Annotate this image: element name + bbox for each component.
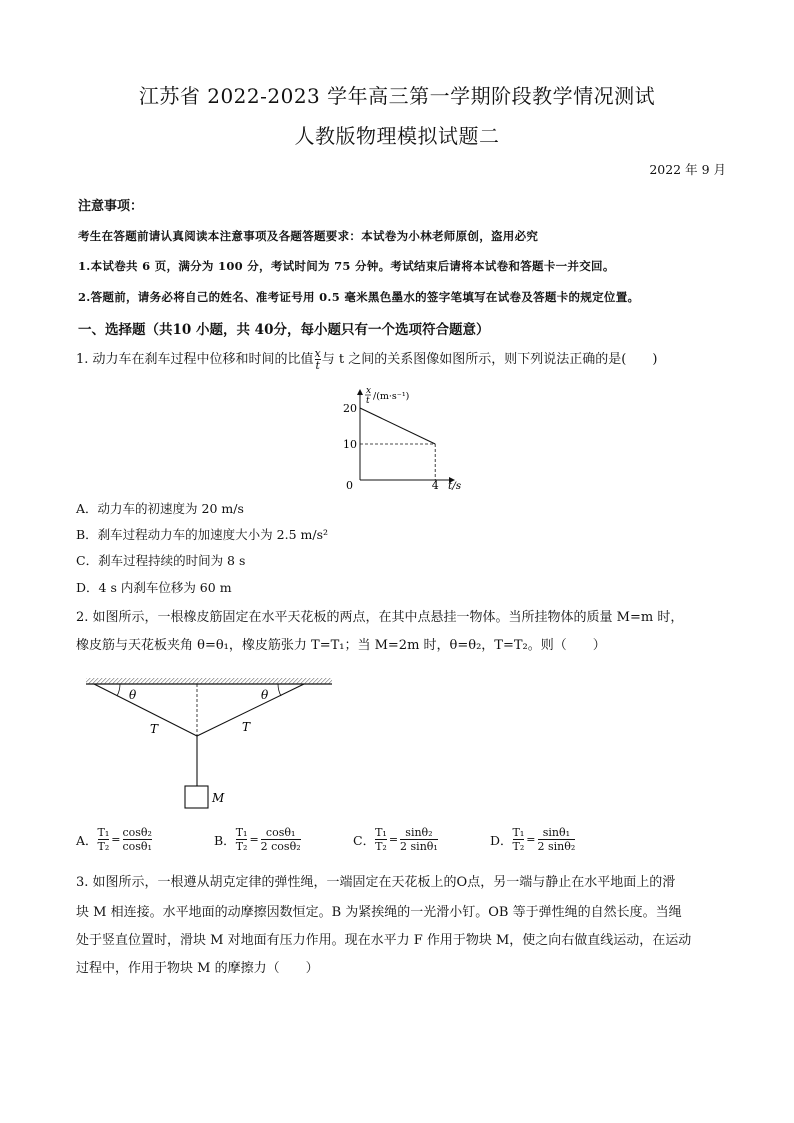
right-tension-label: T bbox=[242, 720, 251, 734]
mass-block bbox=[185, 786, 208, 808]
lhs-num: T₁ bbox=[97, 826, 110, 839]
q1-stem-after: 与 t 之间的关系图像如图所示，则下列说法正确的是( ) bbox=[321, 352, 658, 367]
q2-figure bbox=[82, 674, 334, 814]
note-item: 考生在答题前请认真阅读本注意事项及各题答题要求：本试卷为小林老师原创，盗用必究 bbox=[78, 229, 539, 243]
rhs-den: 2 cosθ₂ bbox=[260, 840, 301, 853]
rhs-num: sinθ₁ bbox=[542, 826, 571, 839]
rhs-den: 2 sinθ₁ bbox=[400, 840, 438, 853]
lhs-den: T₂ bbox=[97, 840, 110, 853]
q2-option-d: D． $\frac{\text{T₁}}{\text{T₂}}$ = $\frac{\text{sinθ₁}}{\text{2 sinθ₂}}$ bbox=[490, 826, 576, 853]
rhs-num: cosθ₂ bbox=[122, 826, 152, 839]
q2-option-c: C． $\frac{\text{T₁}}{\text{T₂}}$ = $\frac{\text{sinθ₂}}{\text{2 sinθ₁}}$ bbox=[353, 826, 438, 853]
q2-option-a: A． $\frac{\text{T₁}}{\text{T₂}}$ = $\frac{\text{cosθ₂}}{\text{cosθ₁}}$ bbox=[76, 826, 152, 853]
lhs-num: T₁ bbox=[235, 826, 248, 839]
rhs-num: cosθ₁ bbox=[265, 826, 296, 839]
mass-label: M bbox=[212, 791, 225, 805]
left-rubber-band bbox=[94, 684, 197, 736]
left-tension-label: T bbox=[150, 722, 159, 736]
y-tick-label: 20 bbox=[343, 402, 357, 415]
exam-date: 2022 年 9 月 bbox=[649, 162, 726, 177]
question-3-line3: 处于竖直位置时，滑块 M 对地面有压力作用。现在水平力 F 作用于物块 M，使之向右做直线运动，在运动 bbox=[76, 933, 692, 948]
rhs-den: 2 sinθ₂ bbox=[537, 840, 576, 853]
question-2-line1: 2. 如图所示，一根橡皮筋固定在水平天花板的两点，在其中点悬挂一物体。当所挂物体的质量 M=m 时， bbox=[76, 610, 684, 625]
origin-label: 0 bbox=[346, 479, 353, 492]
lhs-num: T₁ bbox=[512, 826, 525, 839]
notes-heading: 注意事项： bbox=[78, 199, 144, 214]
right-theta-label: θ bbox=[261, 688, 269, 702]
y-axis-label-unit: /(m·s⁻¹) bbox=[373, 391, 410, 402]
data-line bbox=[360, 408, 435, 444]
option-letter: D． bbox=[490, 832, 513, 848]
q2-option-b: B． $\frac{\text{T₁}}{\text{T₂}}$ = $\frac{\text{cosθ₁}}{\text{2 cosθ₂}}$ bbox=[214, 826, 301, 853]
x-tick-label: 4 bbox=[431, 479, 439, 492]
q1-stem-fraction bbox=[315, 348, 321, 371]
lhs-den: T₂ bbox=[235, 840, 248, 853]
rhs-den: cosθ₁ bbox=[122, 840, 152, 853]
exam-title: 江苏省 2022-2023 学年高三第一学期阶段教学情况测试 bbox=[138, 84, 656, 108]
question-2-line2: 橡皮筋与天花板夹角 θ=θ₁，橡皮筋张力 T=T₁；当 M=2m 时，θ=θ₂，T=T₂。则（ ） bbox=[76, 638, 606, 653]
right-rubber-band bbox=[197, 684, 304, 736]
right-angle-arc bbox=[278, 684, 281, 696]
exam-subtitle: 人教版物理模拟试题二 bbox=[294, 124, 500, 148]
q2-options bbox=[76, 826, 676, 866]
lhs-den: T₂ bbox=[375, 840, 387, 853]
option-letter: B． bbox=[214, 832, 236, 848]
ceiling-hatching bbox=[86, 678, 332, 684]
question-3-line1: 3. 如图所示，一根遵从胡克定律的弹性绳，一端固定在天花板上的O点，另一端与静止在水平地面上的滑 bbox=[76, 875, 676, 890]
left-theta-label: θ bbox=[129, 688, 137, 702]
y-axis-label-num: x bbox=[366, 386, 372, 396]
q1-option-c: C．刹车过程持续的时间为 8 s bbox=[76, 553, 246, 568]
question-1-stem bbox=[76, 348, 657, 371]
section-heading: 一、选择题（共10 小题，共 40分，每小题只有一个选项符合题意） bbox=[78, 322, 490, 338]
q1-stem-before: 1. 动力车在刹车过程中位移和时间的比值 bbox=[76, 352, 314, 367]
option-letter: C． bbox=[353, 832, 376, 848]
y-axis-label-den: t bbox=[366, 396, 370, 406]
note-item: 2.答题前，请务必将自己的姓名、准考证号用 0.5 毫米黑色墨水的签字笔填写在试卷及答题卡的规定位置。 bbox=[78, 290, 640, 304]
question-3-line4: 过程中，作用于物块 M 的摩擦力（ ） bbox=[76, 961, 319, 976]
q1-option-a: A．动力车的初速度为 20 m/s bbox=[76, 501, 244, 516]
q1-frac-num: x bbox=[314, 347, 321, 360]
lhs-den: T₂ bbox=[512, 840, 525, 853]
option-letter: A． bbox=[76, 832, 98, 848]
x-axis-label: t/s bbox=[448, 480, 462, 492]
question-3-line2: 块 M 相连接。水平地面的动摩擦因数恒定。B 为紧挨绳的一光滑小钉。OB 等于弹性绳的自然长度。当绳 bbox=[76, 905, 682, 920]
q1-option-b: B．刹车过程动力车的加速度大小为 2.5 m/s² bbox=[76, 527, 329, 542]
y-tick-label: 10 bbox=[343, 438, 357, 451]
q1-chart bbox=[320, 382, 480, 494]
q1-option-d: D．4 s 内刹车位移为 60 m bbox=[76, 580, 232, 595]
rhs-num: sinθ₂ bbox=[405, 826, 433, 839]
note-item: 1.本试卷共 6 页，满分为 100 分，考试时间为 75 分钟。考试结束后请将本试卷和答题卡一并交回。 bbox=[78, 259, 615, 273]
q1-frac-den: t bbox=[315, 359, 320, 372]
lhs-num: T₁ bbox=[375, 826, 387, 839]
left-angle-arc bbox=[117, 684, 120, 696]
